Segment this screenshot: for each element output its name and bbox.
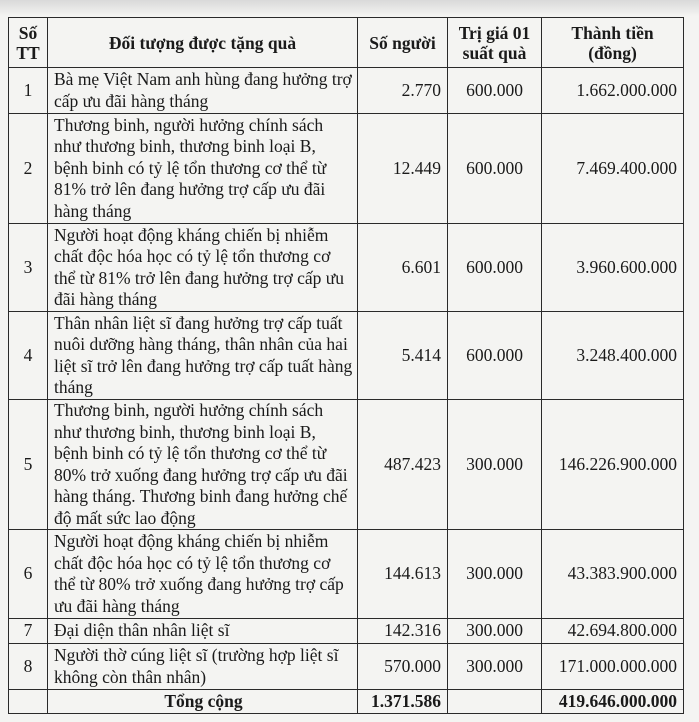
row-description: Thương binh, người hưởng chính sách như thương binh, thương binh loại B, bệnh binh có tỷ lệ tổn thương cơ thể từ 81% trở lên đang hưởng trợ cấp ưu đãi hàng tháng <box>48 114 358 224</box>
table-header-row <box>9 18 684 68</box>
header-stt <box>9 18 48 68</box>
row-count: 142.316 <box>358 619 448 644</box>
row-count: 6.601 <box>358 224 448 312</box>
table-total-row <box>9 690 684 714</box>
header-total <box>542 18 684 68</box>
header-stt-line1: Số <box>18 22 38 43</box>
table-row <box>9 644 684 690</box>
total-amount: 419.646.000.000 <box>542 690 684 714</box>
row-description: Đại diện thân nhân liệt sĩ <box>48 619 358 644</box>
total-row-stt <box>9 690 48 714</box>
row-stt: 5 <box>9 400 48 530</box>
row-count: 570.000 <box>358 644 448 690</box>
row-total: 7.469.400.000 <box>542 114 684 224</box>
table-row <box>9 224 684 312</box>
row-description: Thương binh, người hưởng chính sách như thương binh, thương binh loại B, bệnh binh có tỷ lệ tổn thương cơ thể từ 80% trở xuống đang hưởng trợ cấp ưu đãi hàng tháng. Thương binh đang hưởng chế độ mất sức lao động <box>48 400 358 530</box>
row-unit-value: 600.000 <box>448 312 542 400</box>
row-description: Người hoạt động kháng chiến bị nhiễm chất độc hóa học có tỷ lệ tổn thương cơ thể từ 81% trở lên đang hưởng trợ cấp ưu đãi hàng tháng <box>48 224 358 312</box>
header-total-line2: (đồng) <box>588 42 637 63</box>
row-stt: 7 <box>9 619 48 644</box>
table-row <box>9 530 684 619</box>
row-unit-value: 600.000 <box>448 68 542 114</box>
row-count: 2.770 <box>358 68 448 114</box>
table-row <box>9 312 684 400</box>
row-description: Thân nhân liệt sĩ đang hưởng trợ cấp tuất nuôi dưỡng hàng tháng, thân nhân của hai liệt sĩ trở lên đang hưởng trợ cấp tuất hàng tháng <box>48 312 358 400</box>
row-count: 5.414 <box>358 312 448 400</box>
gift-recipients-table <box>8 17 684 714</box>
table-row <box>9 400 684 530</box>
row-stt: 8 <box>9 644 48 690</box>
row-total: 171.000.000.000 <box>542 644 684 690</box>
header-stt-line2: TT <box>16 42 40 63</box>
header-unit-value-line1: Trị giá 01 <box>458 22 531 43</box>
row-total: 42.694.800.000 <box>542 619 684 644</box>
row-unit-value: 600.000 <box>448 224 542 312</box>
row-count: 144.613 <box>358 530 448 619</box>
header-description: Đối tượng được tặng quà <box>48 18 358 68</box>
header-unit-value <box>448 18 542 68</box>
row-unit-value: 300.000 <box>448 530 542 619</box>
header-count: Số người <box>358 18 448 68</box>
row-unit-value: 300.000 <box>448 619 542 644</box>
row-stt: 6 <box>9 530 48 619</box>
row-description: Người thờ cúng liệt sĩ (trường hợp liệt sĩ không còn thân nhân) <box>48 644 358 690</box>
header-total-line1: Thành tiền <box>571 22 654 43</box>
row-description: Người hoạt động kháng chiến bị nhiễm chất độc hóa học có tỷ lệ tổn thương cơ thể từ 80% trở xuống đang hưởng trợ cấp ưu đãi hàng tháng <box>48 530 358 619</box>
row-stt: 1 <box>9 68 48 114</box>
table-row <box>9 619 684 644</box>
header-unit-value-line2: suất quà <box>462 42 527 63</box>
row-total: 43.383.900.000 <box>542 530 684 619</box>
row-total: 1.662.000.000 <box>542 68 684 114</box>
row-stt: 4 <box>9 312 48 400</box>
row-unit-value: 600.000 <box>448 114 542 224</box>
row-total: 3.960.600.000 <box>542 224 684 312</box>
row-total: 146.226.900.000 <box>542 400 684 530</box>
table-row <box>9 114 684 224</box>
row-unit-value: 300.000 <box>448 644 542 690</box>
total-label: Tổng cộng <box>48 690 358 714</box>
row-count: 487.423 <box>358 400 448 530</box>
page-top-shadow <box>0 0 699 16</box>
total-unit-value <box>448 690 542 714</box>
row-stt: 2 <box>9 114 48 224</box>
row-stt: 3 <box>9 224 48 312</box>
total-count: 1.371.586 <box>358 690 448 714</box>
row-unit-value: 300.000 <box>448 400 542 530</box>
row-count: 12.449 <box>358 114 448 224</box>
row-description: Bà mẹ Việt Nam anh hùng đang hưởng trợ cấp ưu đãi hàng tháng <box>48 68 358 114</box>
table-row <box>9 68 684 114</box>
row-total: 3.248.400.000 <box>542 312 684 400</box>
